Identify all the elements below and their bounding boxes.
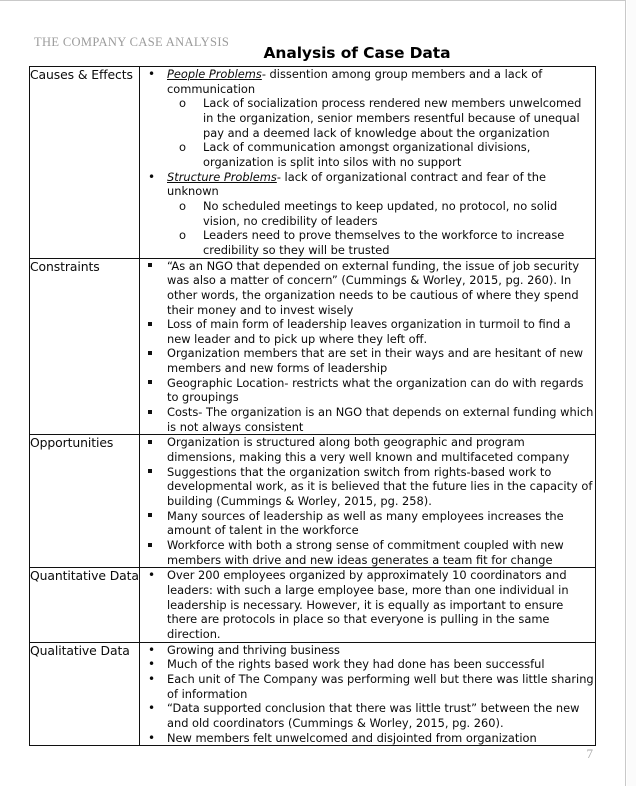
circle-bullet-icon: [179, 199, 186, 214]
row-label-cell: Qualitative Data: [30, 642, 140, 746]
row-content-cell: [140, 435, 596, 568]
list-item: [140, 346, 595, 375]
list-item-text: “Data supported conclusion that there was little trust” between the new and old coordinators (Cummings & Worley, 2015, pg. 260).: [167, 701, 580, 730]
circle-bullet-icon: [179, 96, 186, 111]
list-item: [140, 538, 595, 567]
row-label-cell: Quantitative Data: [30, 568, 140, 642]
bullet-list: [140, 259, 595, 435]
disc-bullet-icon: [148, 568, 162, 583]
list-item: [140, 405, 595, 434]
list-item: [140, 568, 595, 641]
circle-bullet-icon: [179, 228, 186, 243]
sub-list-item-text: Leaders need to prove themselves to the workforce to increase credibility so they will be trusted: [203, 228, 565, 257]
table-body: [30, 67, 596, 746]
square-bullet-icon: [148, 538, 162, 553]
list-item-text: Many sources of leadership as well as many employees increases the amount of talent in the workforce: [167, 508, 564, 538]
list-item-text: Each unit of The Company was performing well but there was little sharing of information: [167, 671, 594, 701]
list-item: [140, 509, 595, 538]
list-item-text: Suggestions that the organization switch from rights-based work to developmental work, as it is believed that the future lies in the capacity of building (Cummings & Worley, 2015, pg. 258).: [167, 464, 593, 509]
term-label: People Problems: [167, 67, 262, 81]
square-bullet-icon: [148, 405, 162, 420]
disc-bullet-icon: [148, 170, 162, 185]
square-bullet-icon: [148, 317, 162, 332]
sub-list-item: [167, 228, 595, 257]
circle-bullet-icon: [179, 140, 186, 155]
list-item-text: Organization is structured along both geographic and program dimensions, making this a very well known and multifaceted company: [167, 435, 570, 465]
page-gutter: [627, 0, 636, 786]
bullet-list: [140, 435, 595, 567]
row-content-cell: [140, 568, 596, 642]
table-row: [30, 258, 596, 435]
sub-bullet-list: [167, 96, 595, 169]
sub-list-item: [167, 96, 595, 140]
sub-list-item: [167, 140, 595, 169]
list-item: [140, 643, 595, 658]
table-row: [30, 642, 596, 746]
disc-bullet-icon: [148, 67, 162, 82]
disc-bullet-icon: [148, 701, 162, 716]
bullet-list: [140, 67, 595, 258]
running-header: THE COMPANY CASE ANALYSIS: [34, 35, 230, 49]
sub-list-item: [167, 199, 595, 228]
square-bullet-icon: [148, 509, 162, 524]
page-number: 7: [586, 746, 593, 761]
list-item: [140, 317, 595, 346]
row-content-cell: [140, 642, 596, 746]
list-item-text: Growing and thriving business: [167, 642, 340, 657]
sub-list-item-text: No scheduled meetings to keep updated, no protocol, no solid vision, no credibility of leaders: [203, 198, 558, 228]
disc-bullet-icon: [148, 657, 162, 672]
row-label-cell: Constraints: [30, 258, 140, 435]
list-item: [140, 67, 595, 170]
list-item: [140, 170, 595, 258]
list-item-text: Loss of main form of leadership leaves organization in turmoil to find a new leader and to pick up where they left off.: [167, 317, 571, 346]
page-title: Analysis of Case Data: [263, 44, 451, 62]
sub-list-item-text: Lack of communication amongst organizational divisions, organization is split into silos with no support: [203, 140, 531, 169]
bullet-list: [140, 568, 595, 641]
table-row: [30, 435, 596, 568]
row-label-cell: Causes & Effects: [30, 67, 140, 259]
table-row: [30, 67, 596, 259]
list-item: [140, 376, 595, 405]
disc-bullet-icon: [148, 672, 162, 687]
list-item: [140, 465, 595, 509]
list-item-text: New members felt unwelcomed and disjointed from organization: [167, 730, 537, 745]
list-item-text: Geographic Location- restricts what the organization can do with regards to groupings: [167, 375, 584, 405]
square-bullet-icon: [148, 259, 162, 274]
list-item: [140, 657, 595, 672]
list-item-text: Much of the rights based work they had done has been successful: [167, 657, 545, 672]
list-item-text: Organization members that are set in their ways and are hesitant of new members and new forms of leadership: [167, 346, 584, 376]
list-item: [140, 672, 595, 701]
square-bullet-icon: [148, 376, 162, 391]
list-item: [140, 435, 595, 464]
square-bullet-icon: [148, 435, 162, 450]
case-analysis-table: [29, 66, 596, 746]
list-item-text: Costs- The organization is an NGO that depends on external funding which is not always consistent: [167, 405, 594, 434]
term-label: Structure Problems: [167, 169, 277, 184]
list-item-text: - dissention among group members and a lack of communication: [167, 67, 543, 96]
list-item-text: “As an NGO that depended on external funding, the issue of job security was also a matter of concern” (Cummings & Worley, 2015, pg. 260). In other words, the organization needs to be cautious of where they spend their money and to invest wisely: [167, 258, 580, 317]
list-item-text: Workforce with both a strong sense of commitment coupled with new members with drive and new ideas generates a team fit for change: [167, 538, 564, 567]
list-item-text: - lack of organizational contract and fear of the unknown: [167, 169, 546, 199]
sub-bullet-list: [167, 199, 595, 258]
square-bullet-icon: [148, 465, 162, 480]
sub-list-item-text: Lack of socialization process rendered new members unwelcomed in the organization, senior members resentful because of unequal pay and a deemed lack of knowledge about the organization: [203, 96, 582, 140]
list-item-text: Over 200 employees organized by approximately 10 coordinators and leaders: with such a large employee base, more than one individual in leadership is necessary. However, it is equally as important to ensure there are protocols in place so that everyone is pulling in the same direction.: [167, 568, 569, 641]
row-content-cell: [140, 67, 596, 259]
table-row: [30, 568, 596, 642]
square-bullet-icon: [148, 346, 162, 361]
row-label-cell: Opportunities: [30, 435, 140, 568]
disc-bullet-icon: [148, 643, 162, 658]
list-item: [140, 701, 595, 730]
disc-bullet-icon: [148, 731, 162, 746]
list-item: [140, 731, 595, 746]
bullet-list: [140, 643, 595, 746]
row-content-cell: [140, 258, 596, 435]
list-item: [140, 259, 595, 318]
